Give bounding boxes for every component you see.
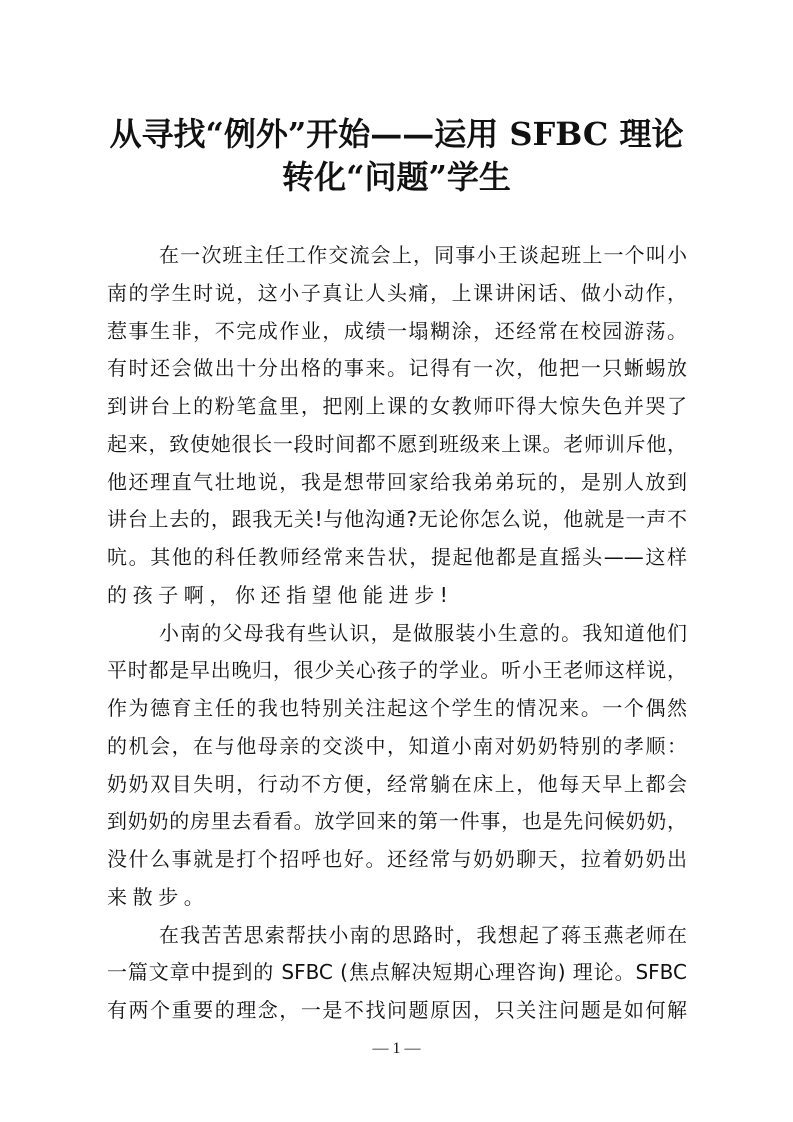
text-line: 有两个重要的理念，一是不找问题原因，只关注问题是如何解 bbox=[107, 998, 687, 1022]
document-title-line-2: 转化“问题”学生 bbox=[282, 158, 511, 196]
text-line: 吭。其他的科任教师经常来告状，提起他都是直摇头——这样 bbox=[107, 545, 687, 569]
text-line: 南的学生时说，这小子真让人头痛，上课讲闲话、做小动作， bbox=[107, 280, 687, 305]
text-line: 平时都是早出晚归，很少关心孩子的学业。听小王老师这样说， bbox=[107, 658, 687, 683]
document-body bbox=[107, 237, 687, 1030]
text-line: 到奶奶的房里去看看。放学回来的第一件事，也是先问候奶奶， bbox=[107, 809, 687, 834]
text-line: 在我苦苦思索帮扶小南的思路时，我想起了蒋玉燕老师在 bbox=[159, 922, 687, 947]
text-line: 他还理直气壮地说，我是想带回家给我弟弟玩的，是别人放到 bbox=[107, 469, 687, 494]
paragraph bbox=[107, 237, 687, 615]
text-line: 讲台上去的，跟我无关!与他沟通?无论你怎么说，他就是一声不 bbox=[107, 507, 687, 532]
text-line: 惹事生非，不完成作业，成绩一塌糊涂，还经常在校园游荡。 bbox=[107, 318, 687, 343]
page-number: — 1 — bbox=[372, 1040, 421, 1057]
text-line: 在一次班主任工作交流会上，同事小王谈起班上一个叫小 bbox=[159, 243, 687, 267]
paragraph bbox=[107, 615, 687, 917]
text-line: 有时还会做出十分出格的事来。记得有一次，他把一只蜥蜴放 bbox=[107, 356, 687, 381]
text-line: 来散步。 bbox=[107, 884, 210, 909]
text-line: 的机会，在与他母亲的交淡中，知道小南对奶奶特别的孝顺： bbox=[107, 733, 687, 758]
text-line: 的孩子啊，你还指望他能进步! bbox=[107, 582, 454, 607]
text-line: 到讲台上的粉笔盒里，把刚上课的女教师吓得大惊失色并哭了 bbox=[107, 394, 687, 418]
text-line: 起来，致使她很长一段时间都不愿到班级来上课。老师训斥他， bbox=[107, 431, 687, 456]
text-line: 小南的父母我有些认识，是做服装小生意的。我知道他们 bbox=[159, 620, 687, 645]
text-line: 作为德育主任的我也特别关注起这个学生的情况来。一个偶然 bbox=[107, 696, 687, 720]
paragraph bbox=[107, 917, 687, 1030]
text-line: 一篇文章中提到的 SFBC (焦点解决短期心理咨询) 理论。SFBC bbox=[107, 960, 687, 985]
text-line: 没什么事就是打个招呼也好。还经常与奶奶聊天，拉着奶奶出 bbox=[107, 847, 687, 871]
text-line: 奶奶双目失明，行动不方便，经常躺在床上，他每天早上都会 bbox=[107, 771, 687, 796]
document-title-line-1: 从寻找“例外”开始——运用 SFBC 理论 bbox=[109, 115, 684, 153]
